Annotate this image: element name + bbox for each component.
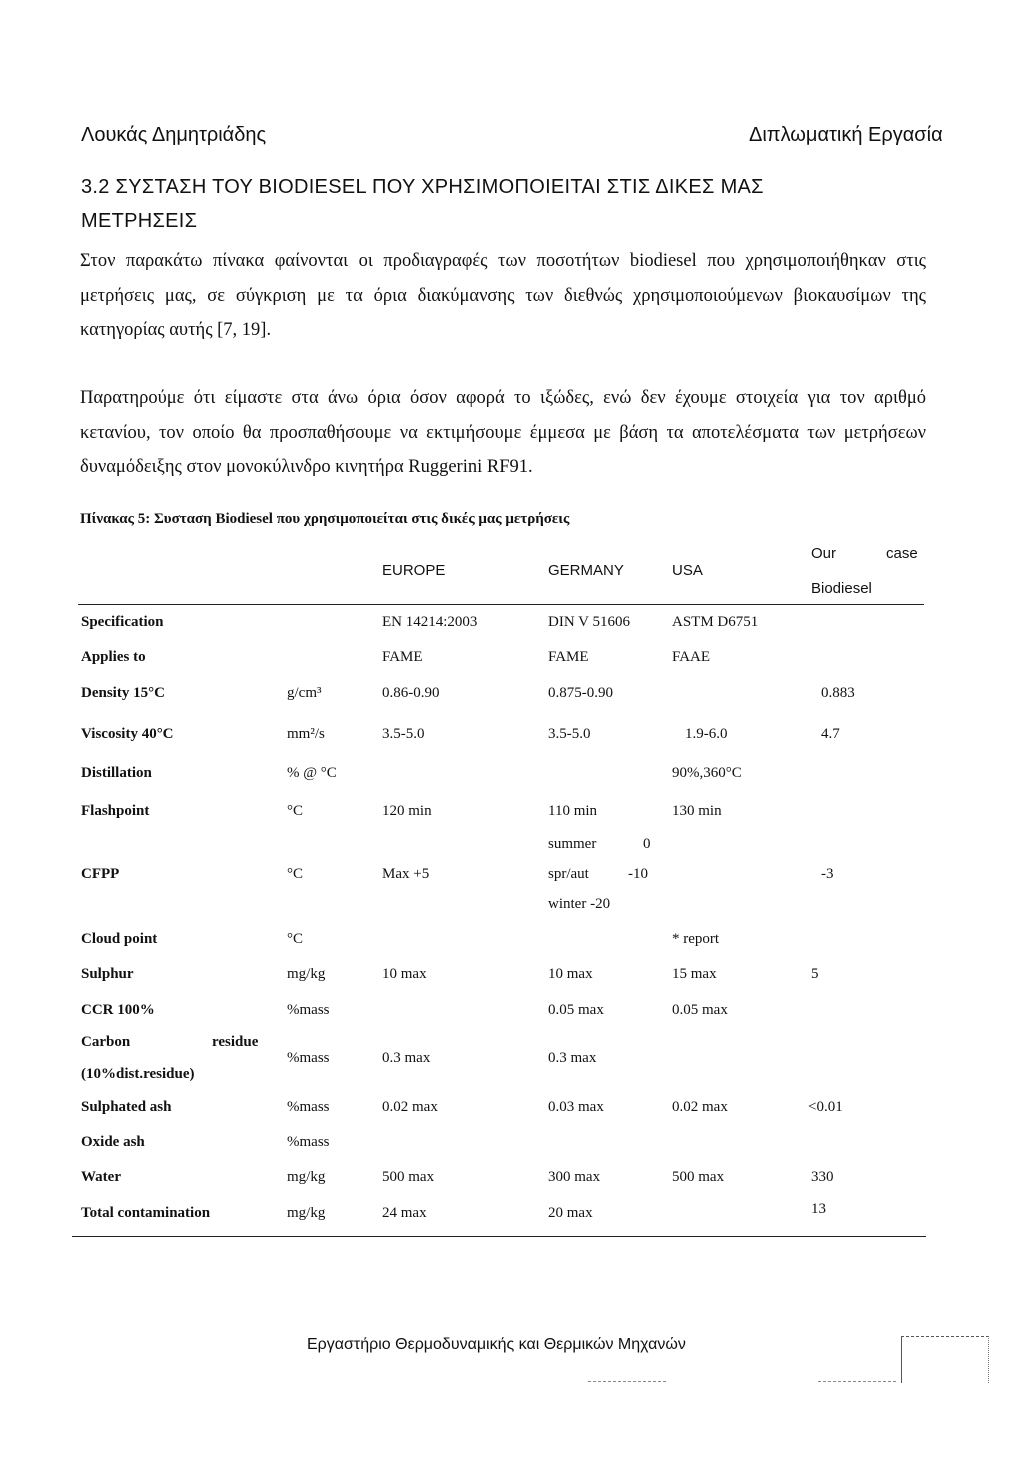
- cell-europe: Max +5: [382, 866, 430, 882]
- cell-unit: mm²/s: [287, 726, 325, 742]
- cell-unit: %mass: [287, 1002, 330, 1018]
- row-label-word2: residue: [212, 1034, 259, 1050]
- cell-germany-summer: summer: [548, 836, 597, 852]
- paragraph-intro: Στον παρακάτω πίνακα φαίνονται οι προδιαγραφές των ποσοτήτων biodiesel που χρησιμοποιήθηκαν στις μετρήσεις μας, σε σύγκριση με τα όρια διακύμανσης των διεθνώς χρησιμοποιούμενων βιοκαυσίμων της κατηγορίας αυτής [7, 19].: [80, 251, 926, 340]
- cell-europe: 0.86-0.90: [382, 685, 440, 701]
- column-europe: EUROPE: [382, 562, 446, 579]
- cell-ours: 4.7: [821, 726, 840, 742]
- column-usa: USA: [672, 562, 703, 579]
- cell-unit: %mass: [287, 1099, 330, 1115]
- cell-usa: * report: [672, 931, 720, 947]
- cell-usa: 1.9-6.0: [685, 726, 728, 742]
- cell-ours: 0.883: [821, 685, 855, 701]
- cell-unit: g/cm³: [287, 685, 322, 701]
- cell-europe: FAME: [382, 649, 423, 665]
- cell-usa: 15 max: [672, 966, 717, 982]
- header-doc-type: Διπλωματική Εργασία: [749, 124, 943, 146]
- paragraph-observation: Παρατηρούμε ότι είμαστε στα άνω όρια όσον αφορά το ιξώδες, ενώ δεν έχουμε στοιχεία για τον αριθμό κετανίου, τον οποίο θα προσπαθήσουμε να εκτιμήσουμε έμμεσα με βάση τα αποτελέσματα των μετρήσεων δυναμόδειξης στον μονοκύλινδρο κινητήρα Ruggerini RF91.: [80, 388, 926, 477]
- cell-usa: 0.02 max: [672, 1099, 728, 1115]
- cell-europe: 3.5-5.0: [382, 726, 425, 742]
- section-title-line2: ΜΕΤΡΗΣΕΙΣ: [81, 210, 198, 232]
- cell-europe: 0.02 max: [382, 1099, 438, 1115]
- cell-unit: % @ °C: [287, 765, 337, 781]
- cell-unit: °C: [287, 931, 304, 947]
- cell-ours: 5: [811, 966, 819, 982]
- table-top-rule: [78, 604, 924, 605]
- row-label: Water: [81, 1169, 121, 1185]
- row-label-word1: Carbon: [81, 1034, 131, 1050]
- table-caption: Πίνακας 5: Συσταση Biodiesel που χρησιμοποιείται στις δικές μας μετρήσεις: [80, 511, 570, 527]
- cell-germany: 3.5-5.0: [548, 726, 591, 742]
- cell-germany: DIN V 51606: [548, 614, 630, 630]
- cell-ours: 13: [811, 1201, 826, 1217]
- table-bottom-rule: [72, 1236, 926, 1237]
- cell-germany: 0.3 max: [548, 1050, 597, 1066]
- cell-europe: 0.3 max: [382, 1050, 431, 1066]
- footer-page-box: [901, 1336, 989, 1383]
- row-label: Sulphur: [81, 966, 134, 982]
- cell-germany-spr-value: -10: [628, 866, 648, 882]
- cell-germany: 300 max: [548, 1169, 601, 1185]
- row-label-line2: (10%dist.residue): [81, 1066, 195, 1082]
- column-ours-word1: Our: [811, 545, 837, 562]
- cell-unit: %mass: [287, 1134, 330, 1150]
- row-label: Cloud point: [81, 931, 158, 947]
- cell-germany-spr: spr/aut: [548, 866, 589, 882]
- row-label: Density 15°C: [81, 685, 165, 701]
- column-ours-word2: case: [886, 545, 918, 562]
- cell-germany: 0.875-0.90: [548, 685, 613, 701]
- cell-europe: 500 max: [382, 1169, 435, 1185]
- cell-usa: 500 max: [672, 1169, 725, 1185]
- cell-germany: FAME: [548, 649, 589, 665]
- cell-ours: <0.01: [808, 1099, 843, 1115]
- footer-dash-line-right: [818, 1381, 896, 1382]
- cell-usa: 130 min: [672, 803, 722, 819]
- cell-europe: 24 max: [382, 1205, 427, 1221]
- cell-usa: ASTM D6751: [672, 614, 759, 630]
- row-label: CFPP: [81, 866, 120, 882]
- cell-ours: 330: [811, 1169, 834, 1185]
- row-label: Specification: [81, 614, 164, 630]
- cell-unit: °C: [287, 803, 304, 819]
- cell-germany-winter: winter -20: [548, 896, 611, 912]
- column-germany: GERMANY: [548, 562, 624, 579]
- cell-unit: mg/kg: [287, 966, 326, 982]
- cell-germany: 110 min: [548, 803, 598, 819]
- row-label: Flashpoint: [81, 803, 150, 819]
- row-label: Sulphated ash: [81, 1099, 172, 1115]
- footer-lab-name: Εργαστήριο Θερμοδυναμικής και Θερμικών Μηχανών: [307, 1336, 686, 1353]
- cell-germany-summer-value: 0: [643, 836, 651, 852]
- cell-germany: 20 max: [548, 1205, 593, 1221]
- cell-europe: 120 min: [382, 803, 432, 819]
- row-label: Viscosity 40°C: [81, 726, 174, 742]
- cell-ours: -3: [821, 866, 834, 882]
- row-label: Oxide ash: [81, 1134, 145, 1150]
- header-author: Λουκάς Δημητριάδης: [81, 124, 267, 146]
- cell-unit: mg/kg: [287, 1169, 326, 1185]
- row-label: Total contamination: [81, 1205, 211, 1221]
- cell-germany: 10 max: [548, 966, 593, 982]
- cell-unit: mg/kg: [287, 1205, 326, 1221]
- row-label: Applies to: [81, 649, 146, 665]
- cell-germany: 0.03 max: [548, 1099, 604, 1115]
- cell-usa: 90%,360°C: [672, 765, 742, 781]
- row-label: Distillation: [81, 765, 152, 781]
- cell-usa: FAAE: [672, 649, 711, 665]
- column-ours-word3: Biodiesel: [811, 580, 872, 597]
- cell-unit: °C: [287, 866, 304, 882]
- section-title-line1: 3.2 ΣΥΣΤΑΣΗ ΤΟΥ BIODIESEL ΠΟΥ ΧΡΗΣΙΜΟΠΟΙΕΙΤΑΙ ΣΤΙΣ ΔΙΚΕΣ ΜΑΣ: [81, 176, 764, 198]
- footer-dash-line-left: [588, 1381, 666, 1382]
- cell-europe: EN 14214:2003: [382, 614, 478, 630]
- cell-germany: 0.05 max: [548, 1002, 604, 1018]
- cell-usa: 0.05 max: [672, 1002, 728, 1018]
- row-label: CCR 100%: [81, 1002, 155, 1018]
- cell-unit: %mass: [287, 1050, 330, 1066]
- cell-europe: 10 max: [382, 966, 427, 982]
